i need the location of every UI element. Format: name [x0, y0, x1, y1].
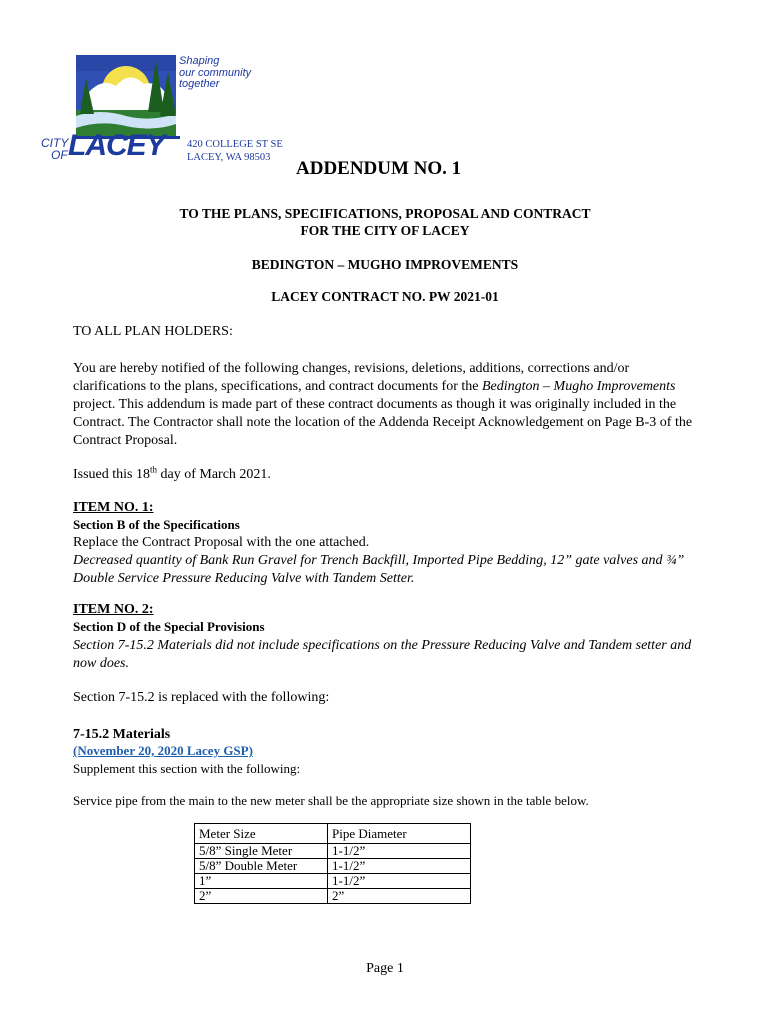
gsp-link-row [73, 742, 713, 761]
page-number: Page 1 [366, 961, 404, 976]
logo-city-prefix: CITY OF [41, 136, 69, 162]
addendum-title: ADDENDUM NO. 1 [296, 158, 462, 179]
item-1-note: Decreased quantity of Bank Run Gravel for Trench Backfill, Imported Pipe Bedding, 12” gate valves and ¾” Double Service Pressure Reducing Valve with Tandem Setter. [73, 553, 685, 586]
logo-city-name: LACEY [68, 129, 165, 162]
item-2-section: Section D of the Special Provisions [73, 619, 265, 634]
salutation: TO ALL PLAN HOLDERS: [73, 324, 233, 339]
table-cell: 5/8” Double Meter [195, 859, 328, 874]
table-cell: 1” [195, 874, 328, 889]
item-1-label: ITEM NO. 1: [73, 500, 154, 515]
contract-heading: LACEY CONTRACT NO. PW 2021-01 [271, 289, 499, 304]
table-cell: 1-1/2” [328, 844, 471, 859]
meter-size-table [194, 823, 471, 904]
intro-paragraph: You are hereby notified of the following changes, revisions, deletions, additions, corrections and/or clarifications to the plans, specifications, and contract documents for the Bedington – Mugho Improvements project. This addendum is made part of these contract documents as though it was originally included in the Contract. The Contractor shall note the location of the Addenda Receipt Acknowledgement on Page B-3 of the Contract Proposal. [73, 361, 693, 448]
table-header-row [195, 824, 471, 844]
item-2-label: ITEM NO. 2: [73, 602, 154, 617]
logo-tagline: Shaping our community together [179, 55, 252, 90]
table-cell: 1-1/2” [328, 859, 471, 874]
table-row [195, 889, 471, 904]
materials-subheading: 7-15.2 Materials [73, 727, 171, 742]
table-cell: 2” [328, 889, 471, 904]
table-header-cell: Pipe Diameter [328, 824, 471, 844]
table-row [195, 874, 471, 889]
gsp-link[interactable]: (November 20, 2020 Lacey GSP) [73, 743, 253, 758]
service-pipe-text: Service pipe from the main to the new meter shall be the appropriate size shown in the table below. [73, 793, 589, 808]
item-2-note: Section 7-15.2 Materials did not include specifications on the Pressure Reducing Valve and Tandem setter and now does. [73, 638, 692, 671]
heading-line-2: FOR THE CITY OF LACEY [300, 223, 470, 238]
table-cell: 2” [195, 889, 328, 904]
supplement-text: Supplement this section with the following: [73, 761, 301, 776]
table-header-cell: Meter Size [195, 824, 328, 844]
item-1-text: Replace the Contract Proposal with the one attached. [73, 535, 370, 550]
table-cell: 5/8” Single Meter [195, 844, 328, 859]
table-row [195, 859, 471, 874]
table-cell: 1-1/2” [328, 874, 471, 889]
heading-line-1: TO THE PLANS, SPECIFICATIONS, PROPOSAL AND CONTRACT [179, 206, 591, 221]
city-address: 420 COLLEGE ST SE LACEY, WA 98503 [187, 139, 283, 163]
item-1-section: Section B of the Specifications [73, 517, 240, 532]
issued-date: Issued this 18th day of March 2021. [73, 464, 271, 482]
project-heading: BEDINGTON – MUGHO IMPROVEMENTS [251, 257, 519, 272]
table-row [195, 844, 471, 859]
replaced-statement: Section 7-15.2 is replaced with the following: [73, 690, 330, 705]
